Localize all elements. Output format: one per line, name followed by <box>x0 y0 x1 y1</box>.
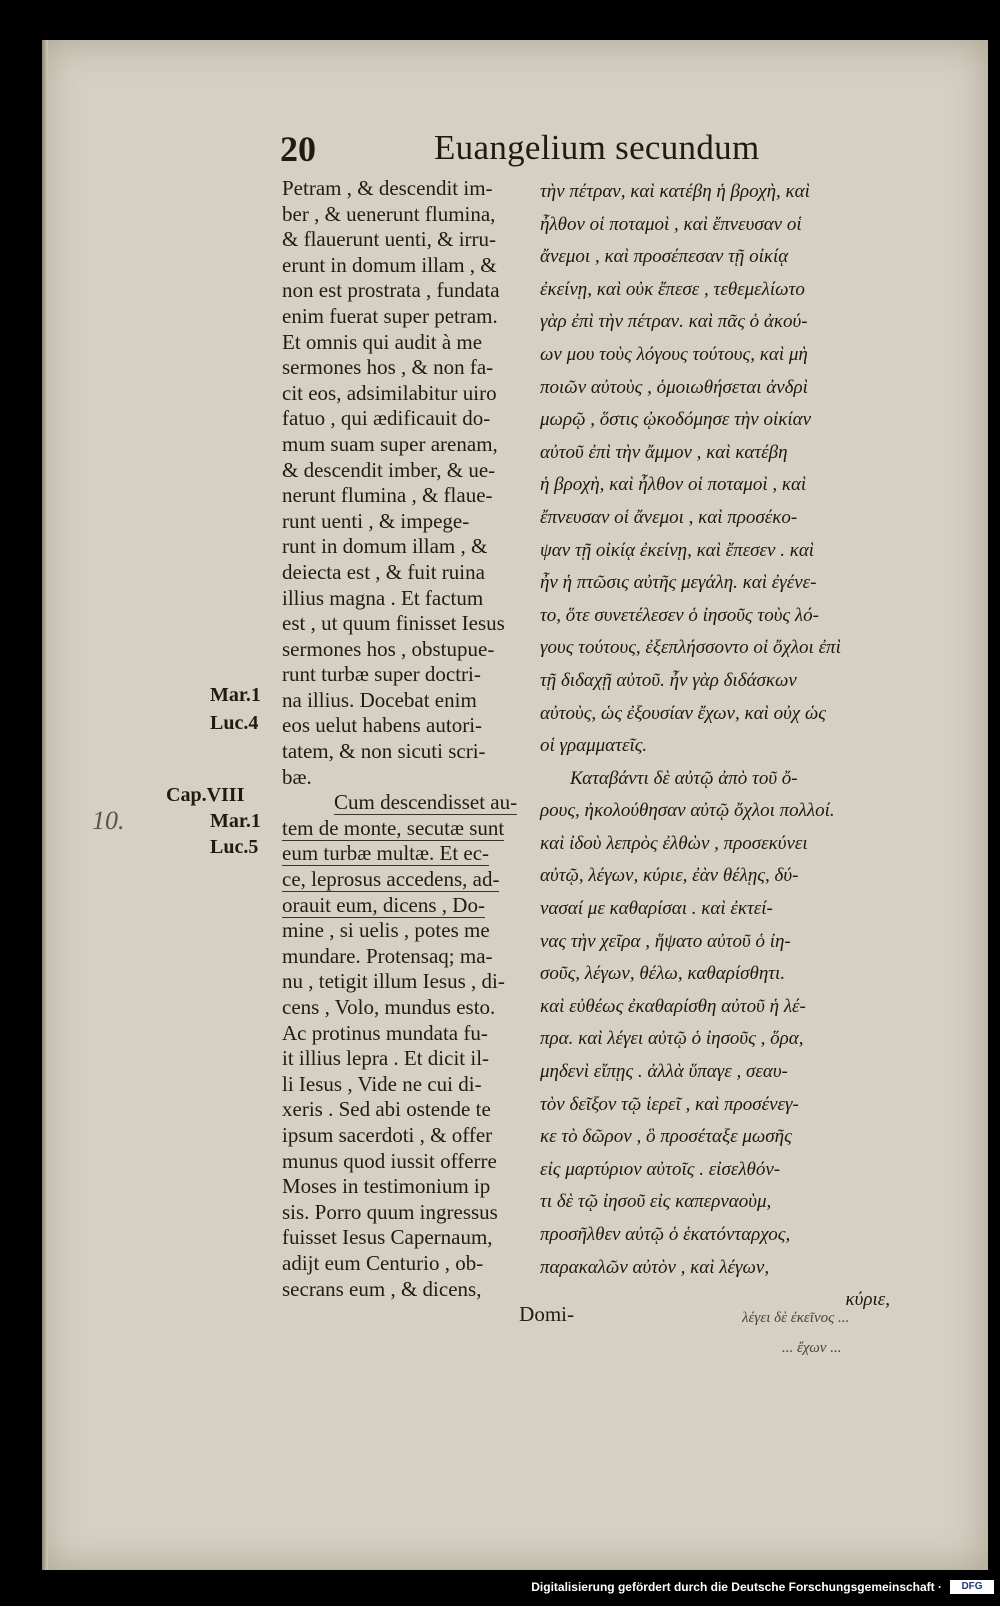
margin-note-luke-5: Luc.5 <box>210 836 259 858</box>
greek-line: παρακαλῶν αὐτὸν , καὶ λέγων, <box>540 1256 770 1278</box>
latin-line: mundare. Protensaq; ma- <box>282 943 493 968</box>
latin-line: sermones hos , & non fa- <box>282 355 494 380</box>
margin-note-chapter: Cap.VIII <box>166 784 245 806</box>
latin-line: & flauerunt uenti, & irru- <box>282 227 497 252</box>
greek-line: τὴν πέτραν, καὶ κατέβη ἡ βροχὴ, καὶ <box>540 181 810 202</box>
greek-line: σοῦς, λέγων, θέλω, καθαρίσθητι. <box>540 963 786 985</box>
margin-note-luke-4: Luc.4 <box>210 712 259 734</box>
latin-line: nerunt flumina , & flaue- <box>282 483 493 508</box>
greek-line: αὐτοῦ ἐπὶ τὴν ἄμμον , καὶ κατέβη <box>540 441 788 463</box>
latin-line: Et omnis qui audit à me <box>282 329 483 354</box>
greek-line: τῇ διδαχῇ αὐτοῦ. ἦν γὰρ διδάσκων <box>540 669 797 691</box>
latin-line-text: orauit eum, dicens , Do- <box>282 892 485 917</box>
greek-text-column <box>540 176 930 1317</box>
greek-line: αὐτοὺς, ὡς ἐξουσίαν ἔχων, καὶ οὐχ ὡς <box>540 702 827 724</box>
latin-line: adijt eum Centurio , ob- <box>282 1250 484 1275</box>
greek-line: ποιῶν αὐτοὺς , ὁμοιωθήσεται ἀνδρὶ <box>540 376 808 398</box>
greek-line: ψαν τῇ οἰκίᾳ ἐκείνῃ, καὶ ἔπεσεν . καὶ <box>540 539 815 561</box>
latin-line: na illius. Docebat enim <box>282 687 477 712</box>
latin-line: deiecta est , & fuit ruina <box>282 559 485 584</box>
latin-line: & descendit imber, & ue- <box>282 457 496 482</box>
margin-note-mark-1b: Mar.1 <box>210 810 261 832</box>
latin-line: enim fuerat super petram. <box>282 303 498 328</box>
latin-line: Petram , & descendit im- <box>282 176 493 200</box>
latin-line-text: ce, leprosus accedens, ad- <box>282 867 500 892</box>
latin-line: est , ut quum finisset Iesus <box>282 611 505 636</box>
latin-line: tatem, & non sicuti scri- <box>282 739 486 764</box>
greek-line: οἱ γραμματεῖς. <box>540 735 648 757</box>
latin-line: fatuo , qui ædificauit do- <box>282 406 491 431</box>
greek-line: ἡ βροχὴ, καὶ ἦλθον οἱ ποταμοὶ , καὶ <box>540 474 807 496</box>
latin-line: erunt in domum illam , & <box>282 252 497 277</box>
greek-line: μωρῷ , ὅστις ᾠκοδόμησε τὴν οἰκίαν <box>540 409 812 431</box>
latin-line: secrans eum , & dicens, <box>282 1276 482 1301</box>
greek-line: τι δὲ τῷ ἰησοῦ εἰς καπερναοὺμ, <box>540 1191 772 1213</box>
greek-line-catchword: κύριε, <box>845 1289 890 1311</box>
latin-line: mine , si uelis , potes me <box>282 918 490 943</box>
footer-credit: Digitalisierung gefördert durch die Deutsche Forschungsgemeinschaft · <box>531 1580 942 1594</box>
dfg-logo: DFG <box>950 1580 994 1594</box>
greek-line: γὰρ ἐπὶ τὴν πέτραν. καὶ πᾶς ὁ ἀκού- <box>540 311 808 333</box>
latin-line: cit eos, adsimilabitur uiro <box>282 380 497 405</box>
latin-line: fuisset Iesus Capernaum, <box>282 1225 493 1250</box>
latin-line: nu , tetigit illum Iesus , di- <box>282 969 505 994</box>
latin-line: Moses in testimonium ip <box>282 1174 491 1199</box>
latin-line-text: tem de monte, secutæ sunt <box>282 815 505 840</box>
latin-line: munus quod iussit offerre <box>282 1148 497 1173</box>
greek-line: τὸν δεῖξον τῷ ἱερεῖ , καὶ προσένεγ- <box>540 1093 799 1115</box>
greek-line: ρους, ἠκολούθησαν αὐτῷ ὄχλοι πολλοί. <box>540 800 835 822</box>
greek-line: νας τὴν χεῖρα , ἥψατο αὐτοῦ ὁ ἰη- <box>540 930 791 952</box>
latin-line: it illius lepra . Et dicit il- <box>282 1046 490 1071</box>
latin-line: runt in domum illam , & <box>282 534 488 559</box>
greek-line: ἦν ἡ πτῶσις αὐτῆς μεγάλη. καὶ ἐγένε- <box>540 572 817 594</box>
latin-line: ber , & uenerunt flumina, <box>282 201 496 226</box>
latin-line: sis. Porro quum ingressus <box>282 1199 498 1224</box>
handwritten-note-1: λέγει δὲ ἐκεῖνος ... <box>742 1310 850 1326</box>
latin-line: li Iesus , Vide ne cui di- <box>282 1071 482 1096</box>
latin-line-text: Cum descendisset au- <box>334 790 518 815</box>
latin-line: ipsum sacerdoti , & offer <box>282 1122 493 1147</box>
greek-line: προσῆλθεν αὐτῷ ὁ ἑκατόνταρχος, <box>540 1224 791 1245</box>
greek-line: καὶ ἰδοὺ λεπρὸς ἐλθὼν , προσεκύνει <box>540 832 808 854</box>
latin-line: runt uenti , & impege- <box>282 508 470 533</box>
latin-line: eos uelut habens autori- <box>282 713 483 738</box>
greek-line: ἦλθον οἱ ποταμοὶ , καὶ ἔπνευσαν οἱ <box>540 213 802 235</box>
greek-line: κε τὸ δῶρον , ὃ προσέταξε μωσῆς <box>540 1126 792 1148</box>
latin-line: sermones hos , obstupue- <box>282 636 495 661</box>
greek-line: Καταβάντι δὲ αὐτῷ ἀπὸ τοῦ ὄ- <box>570 767 798 789</box>
latin-line: non est prostrata , fundata <box>282 278 500 303</box>
latin-line: xeris . Sed abi ostende te <box>282 1097 491 1122</box>
page-number: 20 <box>280 129 316 169</box>
greek-line: γους τούτους, ἐξεπλήσσοντο οἱ ὄχλοι ἐπὶ <box>540 637 841 659</box>
greek-line: ων μου τοὺς λόγους τούτους, καὶ μὴ <box>540 343 808 365</box>
page-header <box>42 128 988 178</box>
latin-line: cens , Volo, mundus esto. <box>282 995 496 1019</box>
book-page <box>42 40 988 1570</box>
latin-line: mum suam super arenam, <box>282 431 498 456</box>
greek-line: το, ὅτε συνετέλεσεν ὁ ἰησοῦς τοὺς λό- <box>540 604 819 626</box>
greek-line: αὐτῷ, λέγων, κύριε, ἐὰν θέλῃς, δύ- <box>540 865 799 887</box>
greek-line: καὶ εὐθέως ἐκαθαρίσθη αὐτοῦ ἡ λέ- <box>540 995 806 1017</box>
greek-line: πρα. καὶ λέγει αὐτῷ ὁ ἰησοῦς , ὅρα, <box>540 1028 804 1050</box>
greek-line: ἄνεμοι , καὶ προσέπεσαν τῇ οἰκίᾳ <box>540 246 789 268</box>
page-edge <box>42 40 48 1570</box>
handwritten-folio-number: 10. <box>92 806 125 835</box>
latin-line: Ac protinus mundata fu- <box>282 1020 488 1045</box>
running-head: Euangelium secundum <box>434 128 760 167</box>
handwritten-note-2: ... ἔχων ... <box>782 1340 842 1356</box>
greek-line: ἐκείνῃ, καὶ οὐκ ἔπεσε , τεθεμελίωτο <box>540 278 805 300</box>
digitization-footer <box>0 1578 1000 1606</box>
greek-line: μηδενὶ εἴπῃς . ἀλλὰ ὕπαγε , σεαυ- <box>540 1061 788 1083</box>
latin-line: runt turbæ super doctri- <box>282 662 481 687</box>
latin-line-catchword: Domi- <box>519 1302 574 1327</box>
greek-line: εἰς μαρτύριον αὐτοῖς . εἰσελθόν- <box>540 1158 781 1180</box>
greek-line: ἔπνευσαν οἱ ἄνεμοι , καὶ προσέκο- <box>540 506 798 528</box>
latin-line: illius magna . Et factum <box>282 585 484 610</box>
greek-line: νασαί με καθαρίσαι . καὶ ἐκτεί- <box>540 898 773 920</box>
latin-line: bæ. <box>282 764 312 789</box>
latin-line-text: eum turbæ multæ. Et ec- <box>282 841 490 866</box>
margin-note-mark-1: Mar.1 <box>210 684 261 706</box>
